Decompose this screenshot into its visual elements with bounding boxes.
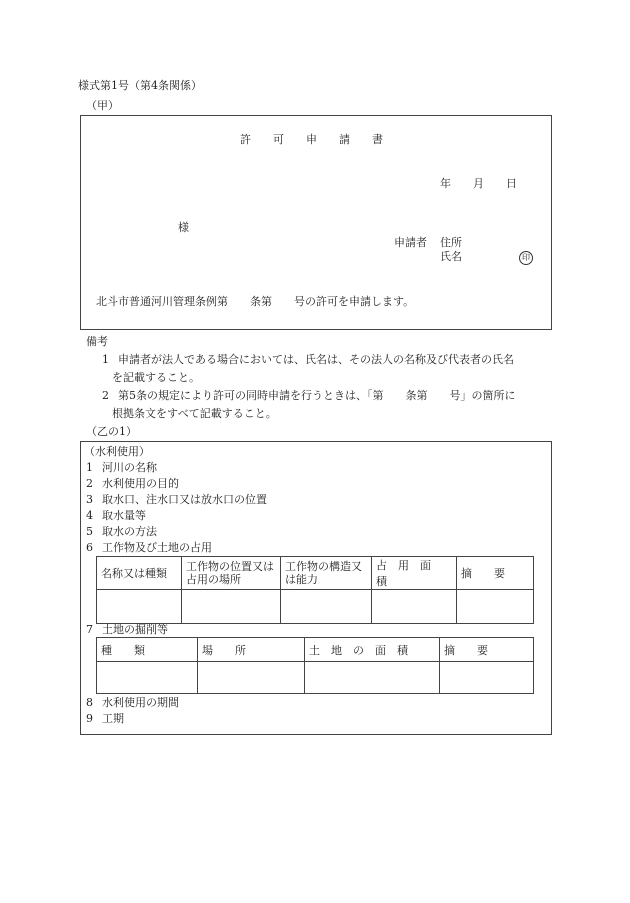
table-header-cell	[457, 557, 534, 590]
header-structure-capacity: 工作物の構造又は能力	[285, 560, 362, 586]
note-1-number: 1	[102, 353, 109, 366]
note-2-line2: 根拠条文をすべて記載すること。	[112, 407, 277, 420]
form-title: 様式第1号（第4条関係）	[78, 79, 202, 92]
header-structure-location: 工作物の位置又は占用の場所	[186, 560, 274, 586]
header-remarks: 摘 要	[444, 643, 488, 657]
water-use-heading: （水利使用）	[84, 445, 150, 458]
header-name-or-type: 名称又は種類	[101, 567, 167, 580]
name-label: 氏名	[440, 250, 462, 263]
structure-occupancy-table	[96, 556, 534, 624]
table-cell[interactable]	[198, 662, 305, 694]
item-2-number: 2	[86, 477, 93, 490]
item-3-number: 3	[86, 493, 93, 506]
table-cell[interactable]	[440, 662, 534, 694]
address-label: 住所	[440, 236, 462, 249]
table-cell[interactable]	[457, 590, 534, 624]
notes-heading: 備考	[86, 335, 108, 348]
table-header-cell	[198, 638, 305, 662]
application-statement: 北斗市普通河川管理条例第 条第 号の許可を申請します。	[96, 295, 415, 308]
table-header-cell	[305, 638, 440, 662]
table-row	[97, 662, 534, 694]
table-cell[interactable]	[97, 662, 198, 694]
note-1-line2: を記載すること。	[112, 371, 200, 384]
note-2-line1: 第5条の規定により許可の同時申請を行うときは、「第 条第 号」の箇所に	[118, 389, 516, 402]
addressee-suffix: 様	[178, 221, 189, 234]
item-9-number: 9	[86, 712, 93, 725]
item-7-text: 土地の掘削等	[102, 623, 168, 636]
table-header-cell	[97, 557, 182, 590]
header-place: 場 所	[202, 643, 246, 657]
table-header-cell	[440, 638, 534, 662]
item-6-text: 工作物及び土地の占用	[102, 541, 212, 554]
table-header-row	[97, 557, 534, 590]
table-cell[interactable]	[372, 590, 457, 624]
table-cell[interactable]	[97, 590, 182, 624]
date-line: 年 月 日	[440, 177, 517, 190]
item-9-text: 工期	[102, 712, 124, 725]
applicant-label: 申請者	[394, 236, 427, 249]
header-land-area: 土 地 の 面 積	[309, 643, 408, 657]
table-header-cell	[372, 557, 457, 590]
table-header-cell	[281, 557, 372, 590]
item-4-number: 4	[86, 509, 93, 522]
item-1-text: 河川の名称	[102, 461, 157, 474]
section-a-label: （甲）	[86, 99, 119, 112]
table-cell[interactable]	[305, 662, 440, 694]
table-header-cell	[182, 557, 281, 590]
note-2-number: 2	[102, 389, 109, 402]
item-6-number: 6	[86, 541, 93, 554]
item-5-text: 取水の方法	[102, 525, 157, 538]
section-b-label: （乙の1）	[86, 425, 137, 438]
header-remarks: 摘 要	[461, 567, 505, 580]
item-2-text: 水利使用の目的	[102, 477, 179, 490]
table-header-row	[97, 638, 534, 662]
item-3-text: 取水口、注水口又は放水口の位置	[102, 493, 267, 506]
seal-icon: 印	[519, 251, 533, 265]
table-cell[interactable]	[281, 590, 372, 624]
header-occupied-area: 占 用 面 積	[376, 559, 442, 588]
item-8-number: 8	[86, 696, 93, 709]
note-1-line1: 申請者が法人である場合においては、氏名は、その法人の名称及び代表者の氏名	[118, 353, 514, 366]
application-title: 許 可 申 請 書	[240, 133, 383, 146]
item-1-number: 1	[86, 461, 93, 474]
item-8-text: 水利使用の期間	[102, 696, 179, 709]
seal-mark	[519, 250, 533, 265]
item-7-number: 7	[86, 623, 93, 636]
table-header-cell	[97, 638, 198, 662]
excavation-table	[96, 637, 534, 694]
item-4-text: 取水量等	[102, 509, 146, 522]
table-cell[interactable]	[182, 590, 281, 624]
table-row	[97, 590, 534, 624]
header-type: 種 類	[101, 643, 145, 657]
item-5-number: 5	[86, 525, 93, 538]
